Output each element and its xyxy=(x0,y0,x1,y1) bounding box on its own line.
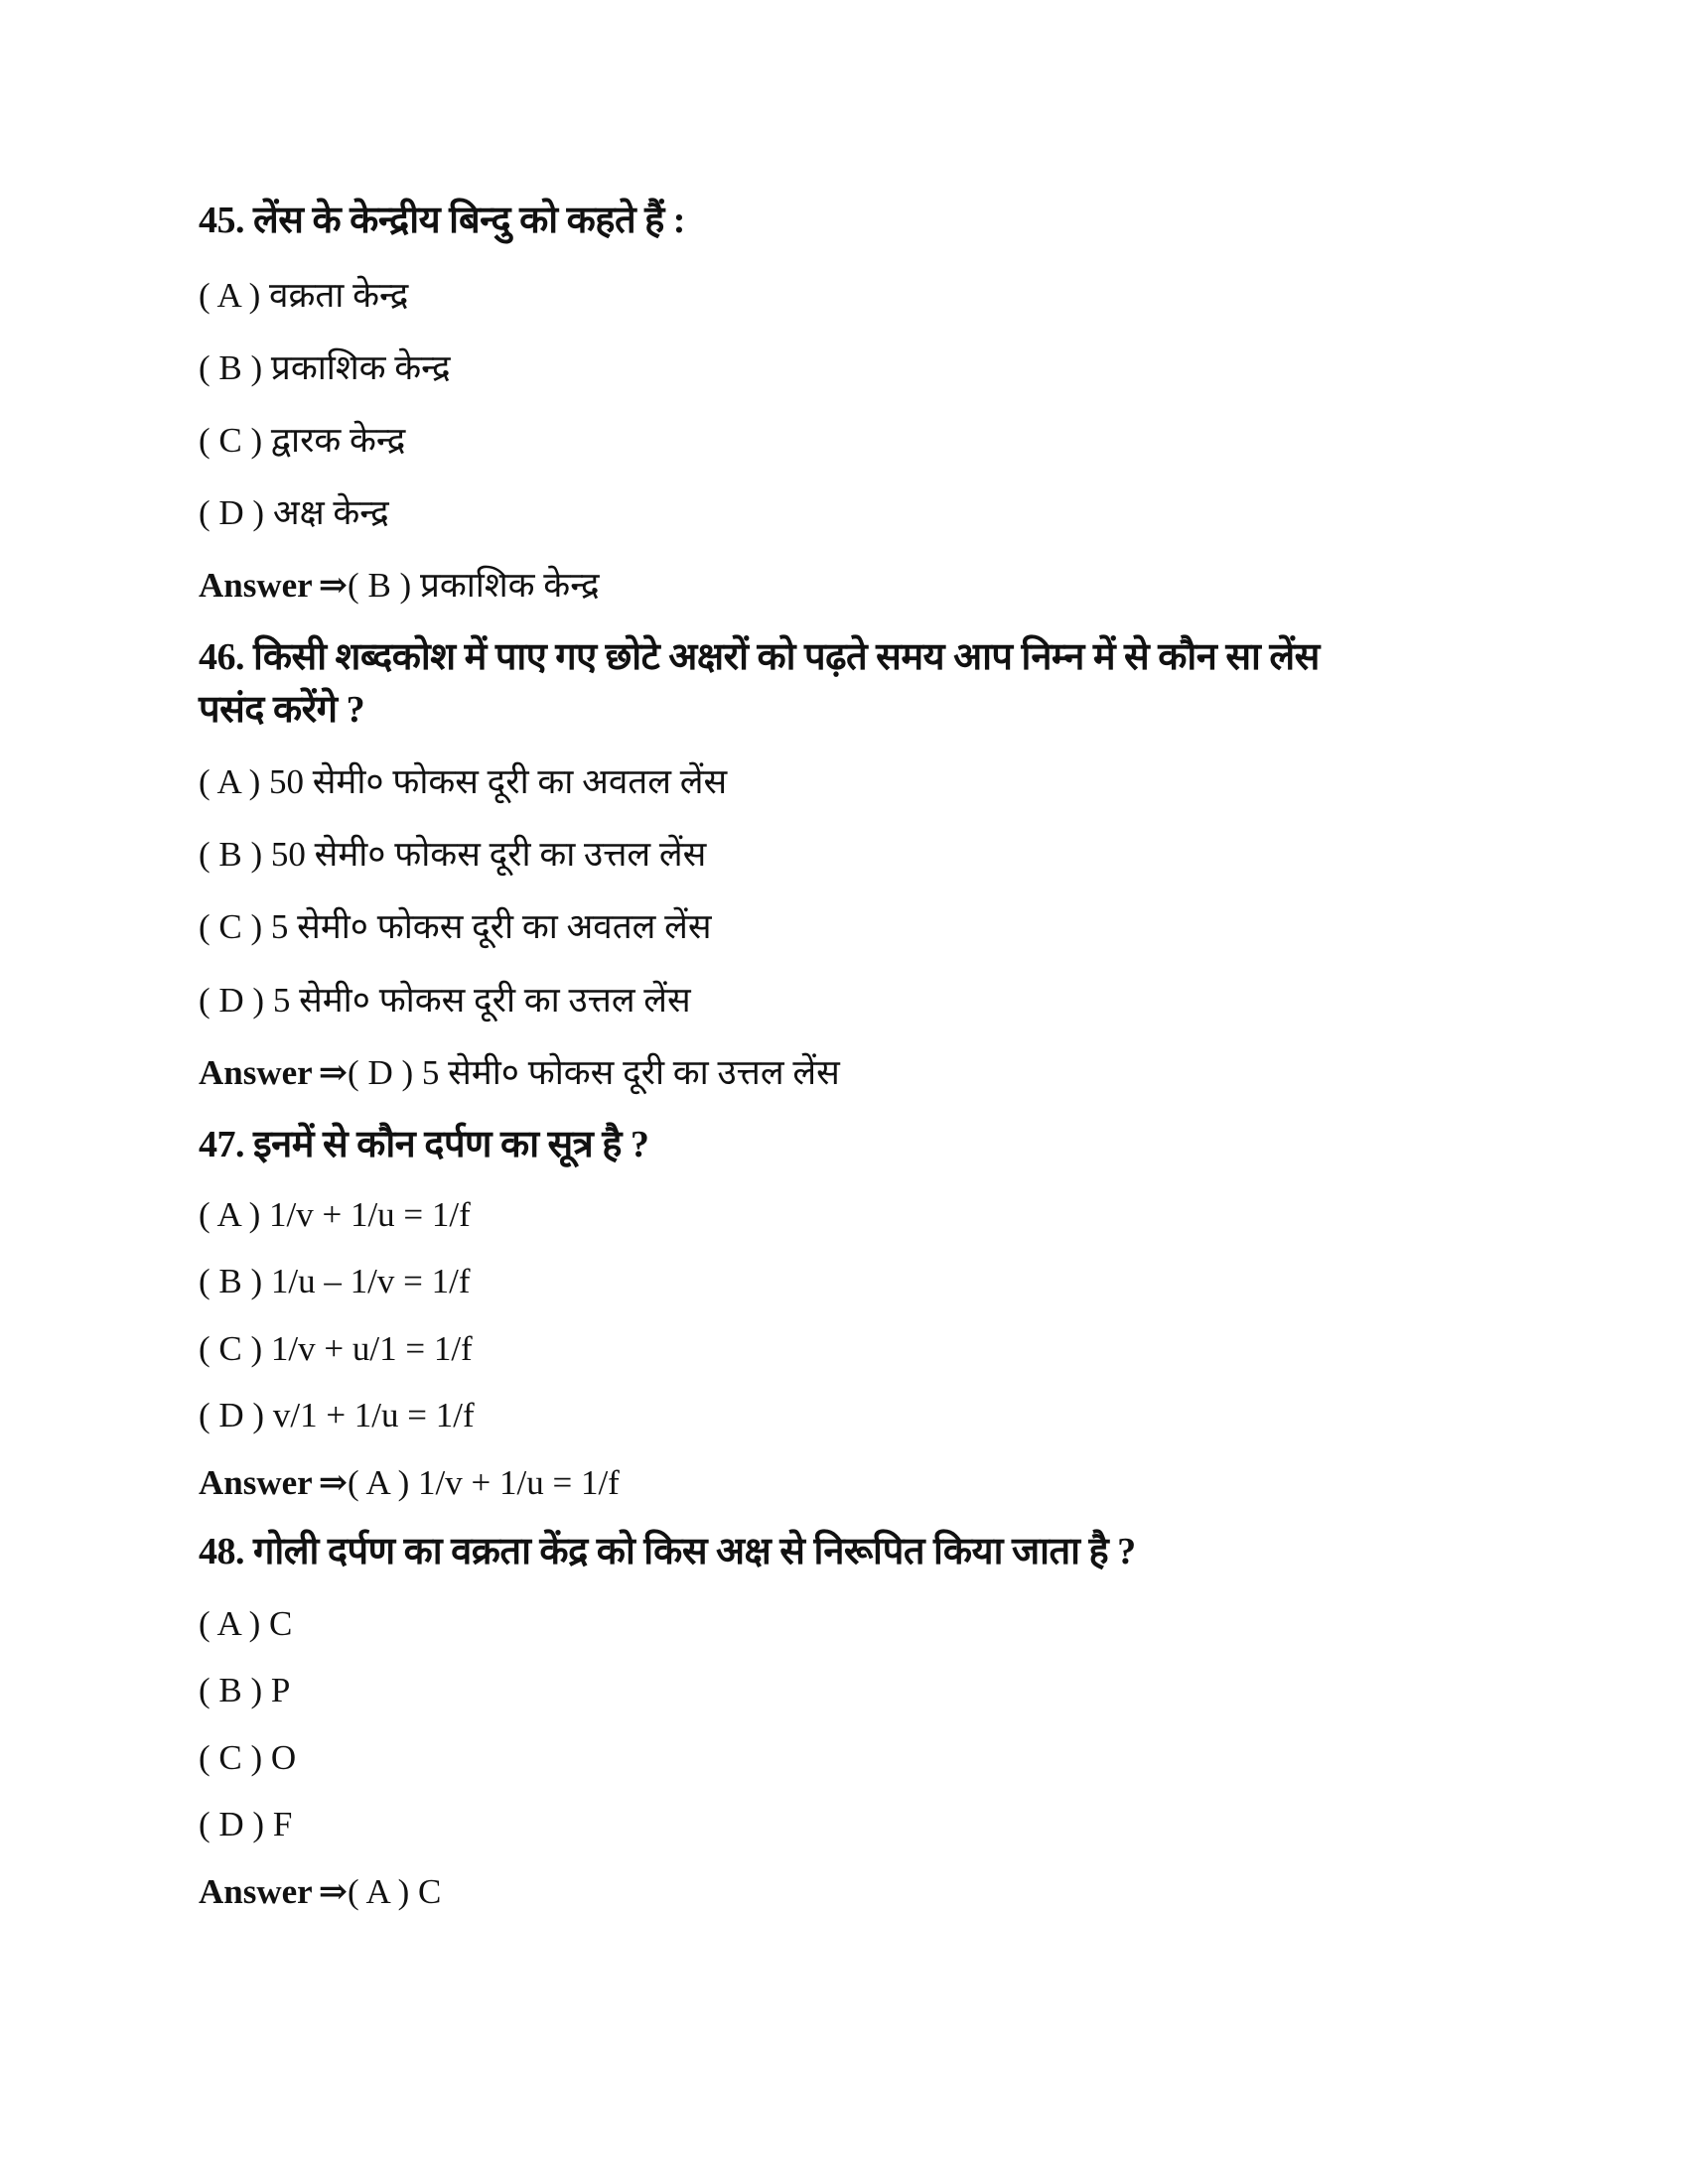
option-text: प्रकाशिक केन्द्र xyxy=(270,348,451,387)
option-label: ( C ) xyxy=(199,421,263,460)
answer-value: ( A ) 1/v + 1/u = 1/f xyxy=(348,1463,620,1502)
right-double-arrow-icon: ⇒ xyxy=(318,1872,349,1911)
answer-label: Answer xyxy=(199,1872,313,1911)
option-label: ( B ) xyxy=(199,1262,263,1300)
question-heading xyxy=(199,638,1320,676)
answer-line xyxy=(199,1874,441,1909)
answer-line xyxy=(199,568,600,603)
option-text: वक्रता केन्द्र xyxy=(268,276,409,315)
question-number: 46. xyxy=(199,636,244,678)
question-heading xyxy=(199,1533,1136,1570)
right-double-arrow-icon: ⇒ xyxy=(318,1053,349,1092)
option-label: ( C ) xyxy=(199,1738,263,1777)
answer-label: Answer xyxy=(199,566,313,605)
option-text: v/1 + 1/u = 1/f xyxy=(272,1396,475,1434)
option-text: 50 सेमी० फोकस दूरी का उत्तल लेंस xyxy=(270,835,707,874)
option-text: अक्ष केन्द्र xyxy=(272,493,389,532)
question-text: इनमें से कौन दर्पण का सूत्र है ? xyxy=(253,1124,649,1165)
option-b xyxy=(199,350,451,385)
option-label: ( A ) xyxy=(199,276,261,315)
answer-label: Answer xyxy=(199,1053,313,1092)
option-label: ( C ) xyxy=(199,907,263,946)
option-text: द्वारक केन्द्र xyxy=(270,421,406,460)
option-c xyxy=(199,909,712,944)
question-number: 47. xyxy=(199,1124,244,1165)
option-a xyxy=(199,278,408,313)
question-number: 45. xyxy=(199,200,244,241)
option-text: 5 सेमी० फोकस दूरी का अवतल लेंस xyxy=(270,907,712,946)
option-label: ( B ) xyxy=(199,835,263,874)
question-text: गोली दर्पण का वक्रता केंद्र को किस अक्ष से निरूपित किया जाता है ? xyxy=(253,1531,1136,1572)
option-label: ( D ) xyxy=(199,493,265,532)
question-text-continued: पसंद करेंगे ? xyxy=(199,689,365,731)
option-text: 1/v + 1/u = 1/f xyxy=(268,1195,471,1234)
option-label: ( B ) xyxy=(199,348,263,387)
option-c xyxy=(199,1740,296,1775)
answer-value: ( D ) 5 सेमी० फोकस दूरी का उत्तल लेंस xyxy=(348,1053,840,1092)
question-number: 48. xyxy=(199,1531,244,1572)
answer-value: ( A ) C xyxy=(348,1872,442,1911)
option-label: ( D ) xyxy=(199,1396,265,1434)
option-d xyxy=(199,1807,292,1842)
option-d xyxy=(199,1398,475,1433)
right-double-arrow-icon: ⇒ xyxy=(318,566,349,605)
option-text: 5 सेमी० फोकस दूरी का उत्तल लेंस xyxy=(272,981,691,1020)
answer-line xyxy=(199,1055,840,1090)
question-heading xyxy=(199,1126,648,1163)
option-label: ( B ) xyxy=(199,1671,263,1709)
option-label: ( C ) xyxy=(199,1329,263,1368)
option-label: ( A ) xyxy=(199,762,261,801)
option-c xyxy=(199,1331,473,1366)
option-a xyxy=(199,1606,292,1641)
option-d xyxy=(199,983,691,1018)
question-text: किसी शब्दकोश में पाए गए छोटे अक्षरों को पढ़ते समय आप निम्न में से कौन सा लेंस xyxy=(253,636,1320,678)
question-heading xyxy=(199,202,685,239)
option-label: ( D ) xyxy=(199,981,265,1020)
option-a xyxy=(199,1197,471,1232)
option-b xyxy=(199,1673,290,1707)
option-text: 1/u – 1/v = 1/f xyxy=(270,1262,471,1300)
option-text: F xyxy=(272,1805,293,1843)
option-label: ( D ) xyxy=(199,1805,265,1843)
option-text: 50 सेमी० फोकस दूरी का अवतल लेंस xyxy=(268,762,728,801)
option-b xyxy=(199,837,706,872)
option-c xyxy=(199,423,405,458)
option-a xyxy=(199,764,727,799)
option-text: P xyxy=(270,1671,291,1709)
option-b xyxy=(199,1264,470,1298)
option-text: C xyxy=(268,1604,293,1643)
option-d xyxy=(199,495,389,530)
option-label: ( A ) xyxy=(199,1195,261,1234)
answer-label: Answer xyxy=(199,1463,313,1502)
right-double-arrow-icon: ⇒ xyxy=(318,1463,349,1502)
answer-line xyxy=(199,1465,620,1500)
answer-value: ( B ) प्रकाशिक केन्द्र xyxy=(348,566,600,605)
option-text: 1/v + u/1 = 1/f xyxy=(270,1329,473,1368)
question-text: लेंस के केन्द्रीय बिन्दु को कहते हैं : xyxy=(253,200,685,241)
option-label: ( A ) xyxy=(199,1604,261,1643)
option-text: O xyxy=(270,1738,297,1777)
